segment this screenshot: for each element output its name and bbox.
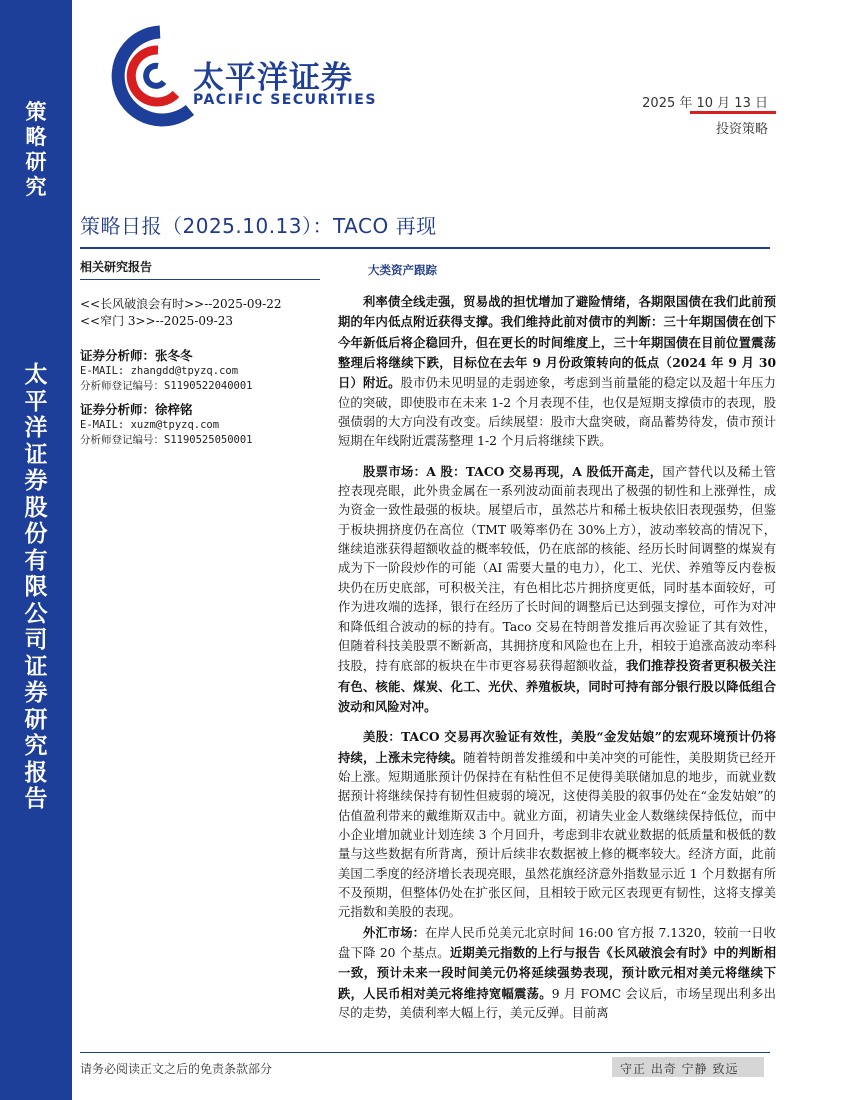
analyst-registration: 分析师登记编号：S1190525050001 bbox=[80, 434, 253, 446]
analyst-email[interactable]: E-MAIL: xuzm@tpyzq.com bbox=[80, 419, 220, 431]
report-category: 投资策略 bbox=[715, 122, 768, 137]
analyst-label: 证券分析师：张冬冬 bbox=[80, 348, 193, 363]
paragraph-us-stocks: 美股：TACO 交易再次验证有效性，美股“金发姑娘”的宏观环境预计仍将持续，上涨未完待续。随着特朗普发推缓和中美冲突的可能性，美股期货已经开始上涨。短期通胀预计仍保持在有粘性但不足使得美联储加息的地步，而就业数据预计将继续保持有韧性但疲弱的境况，这使得美股的叙事仍处在“金发姑娘”的估值盈利带来的戴维斯双击中。就业方面，初请失业金人数继续保持低位，而中小企业增加就业计划连续 3 个月回升，考虑到非农就业数据的低质量和极低的数量与这些数据有所背离，预计后续非农数据被上修的概率较大。经济方面，此前美国二季度的经济增长表现亮眼，虽然花旗经济意外指数显示近 1 个月数据有所不及预期，但整体仍处在扩张区间，且相较于欧元区表现更有韧性，这将支撑美元指数和美股的表现。 bbox=[338, 729, 776, 920]
title-divider bbox=[80, 247, 770, 249]
sidebar-label-bottom: 太 平 洋 证 券 股 份 有 限 公 司 证 券 研 究 报 告 bbox=[24, 362, 48, 812]
sidebar-label-top: 策 略 研 究 bbox=[25, 100, 47, 199]
report-body bbox=[338, 292, 776, 1023]
date-underline bbox=[690, 111, 776, 114]
logo-english-name: PACIFIC SECURITIES bbox=[193, 92, 377, 108]
analyst-registration: 分析师登记编号：S1190522040001 bbox=[80, 380, 253, 392]
paragraph-bonds: 利率债全线走强，贸易战的担忧增加了避险情绪，各期限国债在我们此前预期的年内低点附近获得支撑。我们维持此前对债市的判断：三十年期国债在创下今年新低后将企稳回升，但在更长的时间维度上，三十年期国债在目前位置震荡整理后将继续下跌，目标位在去年 9 月份政策转向的低点（2024 年 9 月 30 日）附近。股市仍未见明显的走弱迹象，考虑到当前量能的稳定以及超十年压力位的突破，即使股市在未来 1-2 个月表现不佳，也仅是短期支撑债市的表现，股强债弱的大方向没有改变。后续展望：股市大盘突破，商品蓄势待发，债市预计短期在年线附近震荡整理 1-2 个月后将继续下跌。 bbox=[338, 294, 776, 449]
footer-disclaimer: 请务必阅读正文之后的免责条款部分 bbox=[80, 1062, 273, 1076]
related-report-link[interactable]: <<窄门 3>>--2025-09-23 bbox=[80, 314, 233, 328]
sidebar bbox=[0, 0, 72, 1100]
section-heading: 大类资产跟踪 bbox=[368, 263, 437, 277]
report-date: 2025 年 10 月 13 日 bbox=[642, 96, 768, 111]
report-title: 策略日报（2025.10.13）：TACO 再现 bbox=[80, 214, 437, 238]
related-reports-heading: 相关研究报告 bbox=[80, 260, 153, 274]
related-report-link[interactable]: <<长风破浪会有时>>--2025-09-22 bbox=[80, 297, 282, 311]
paragraph-fx: 外汇市场：在岸人民币兑美元北京时间 16:00 官方报 7.1320，较前一日收盘下降 20 个基点。近期美元指数的上行与报告《长风破浪会有时》中的判断相一致，预计未来一段时间美元仍将延续强势表现，预计欧元相对美元将继续下跌，人民币相对美元将维持宽幅震荡。9 月 FOMC 会议后，市场呈现出利多出尽的走势，美债利率大幅上行，美元反弹。目前离 bbox=[338, 924, 776, 1021]
analyst-label: 证券分析师：徐梓铭 bbox=[80, 402, 193, 417]
footer-slogan: 守正 出奇 宁静 致远 bbox=[620, 1062, 739, 1076]
analyst-email[interactable]: E-MAIL: zhangdd@tpyzq.com bbox=[80, 365, 239, 377]
related-reports-divider bbox=[80, 279, 320, 280]
footer-divider bbox=[80, 1052, 770, 1053]
logo-chinese-name: 太平洋证券 bbox=[193, 60, 353, 96]
paragraph-equities: 股票市场：A 股：TACO 交易再现，A 股低开高走，国产替代以及稀土管控表现亮眼，此外贵金属在一系列波动面前表现出了极强的韧性和上涨弹性，成为资金一致性最强的板块。展望后市，虽然芯片和稀土板块依旧表现强势，但鉴于板块拥挤度仍在高位（TMT 吸筹率仍在 30%上方），波动率较高的情况下，继续追涨获得超额收益的概率较低，仍在底部的核能、经历长时间调整的煤炭有成为下一阶段炒作的可能（AI 需要大量的电力），化工、光伏、养殖等反内卷板块仍在历史底部，可积极关注，有色相比芯片拥挤度更低，同时基本面较好，可作为进攻端的选择，银行在经历了长时间的调整后已达到强支撑位，可作为对冲和降低组合波动的标的持有。Taco 交易在特朗普发推后再次验证了其有效性，但随着科技美股票不断新高，其拥挤度和风险也在上升，相较于追涨高波动率科技股，持有底部的板块在牛市更容易获得超额收益，我们推荐投资者更积极关注有色、核能、煤炭、化工、光伏、养殖板块，同时可持有部分银行股以降低组合波动和风险对冲。 bbox=[338, 463, 776, 714]
related-info-column bbox=[80, 258, 320, 448]
